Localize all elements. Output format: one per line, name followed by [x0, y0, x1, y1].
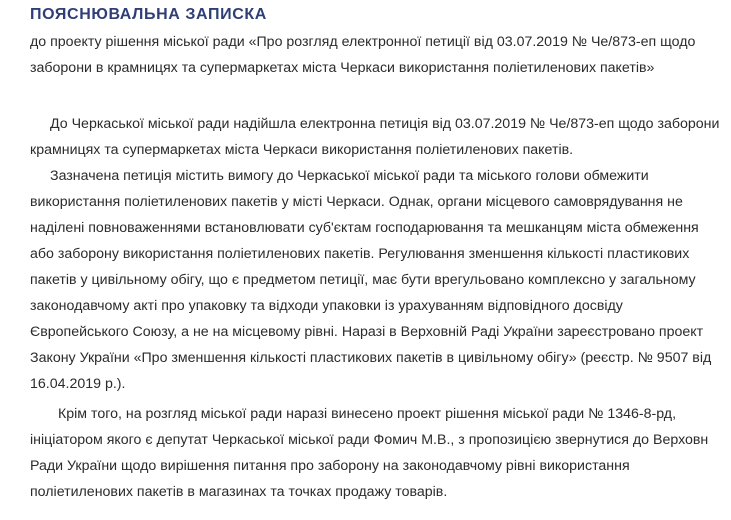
- paragraph-line: Ради України щодо вирішення питання про заборону на законодавчому рівні використання: [30, 458, 630, 474]
- paragraph-line: 16.04.2019 р.).: [30, 376, 126, 392]
- subtitle-line: заборони в крамницях та супермаркетах міста Черкаси використання поліетиленових пакетів»: [30, 60, 655, 76]
- paragraph-line: наділені повноваженнями встановлювати суб'єктам господарювання та мешканцям міста обмеження: [30, 220, 699, 236]
- paragraph-line: Європейського Союзу, а не на місцевому рівні. Наразі в Верховній Раді України зареєстровано проект: [30, 324, 704, 340]
- paragraph-line: поліетиленових пакетів в магазинах та точках продажу товарів.: [30, 484, 448, 500]
- paragraph-line: Зазначена петиція містить вимогу до Черкаської міської ради та міського голови обмежити: [50, 168, 649, 184]
- paragraph-line: ініціатором якого є депутат Черкаської міської ради Фомич М.В., з пропозицією звернутися до Верховн: [30, 432, 709, 448]
- paragraph-line: законодавчому акті про упаковку та відходи упаковки із урахуванням відповідного досвіду: [30, 298, 623, 314]
- paragraph-line: або заборону використання поліетиленових пакетів. Регулювання зменшення кількості пластикових: [30, 246, 690, 262]
- paragraph-line: використання поліетиленових пакетів у місті Черкаси. Однак, органи місцевого самоврядування не: [30, 194, 683, 210]
- document-title: ПОЯСНЮВАЛЬНА ЗАПИСКА: [30, 6, 267, 23]
- paragraph-line: До Черкаської міської ради надійшла електронна петиція від 03.07.2019 № Че/873-еп щодо заборони: [50, 116, 720, 132]
- subtitle-line: до проекту рішення міської ради «Про розгляд електронної петиції від 03.07.2019 № Че/873-еп щодо: [30, 34, 696, 50]
- paragraph-line: Крім того, на розгляд міської ради наразі винесено проект рішення міської ради № 1346-8-рд,: [58, 406, 677, 422]
- paragraph-line: крамницях та супермаркетах міста Черкаси використання поліетиленових пакетів.: [30, 142, 574, 158]
- paragraph-line: пакетів у цивільному обігу, що є предметом петиції, має бути врегульовано комплексно у загальному: [30, 272, 696, 288]
- paragraph-line: Закону України «Про зменшення кількості пластикових пакетів в цивільному обігу» (реєстр. № 9507 від: [30, 350, 712, 366]
